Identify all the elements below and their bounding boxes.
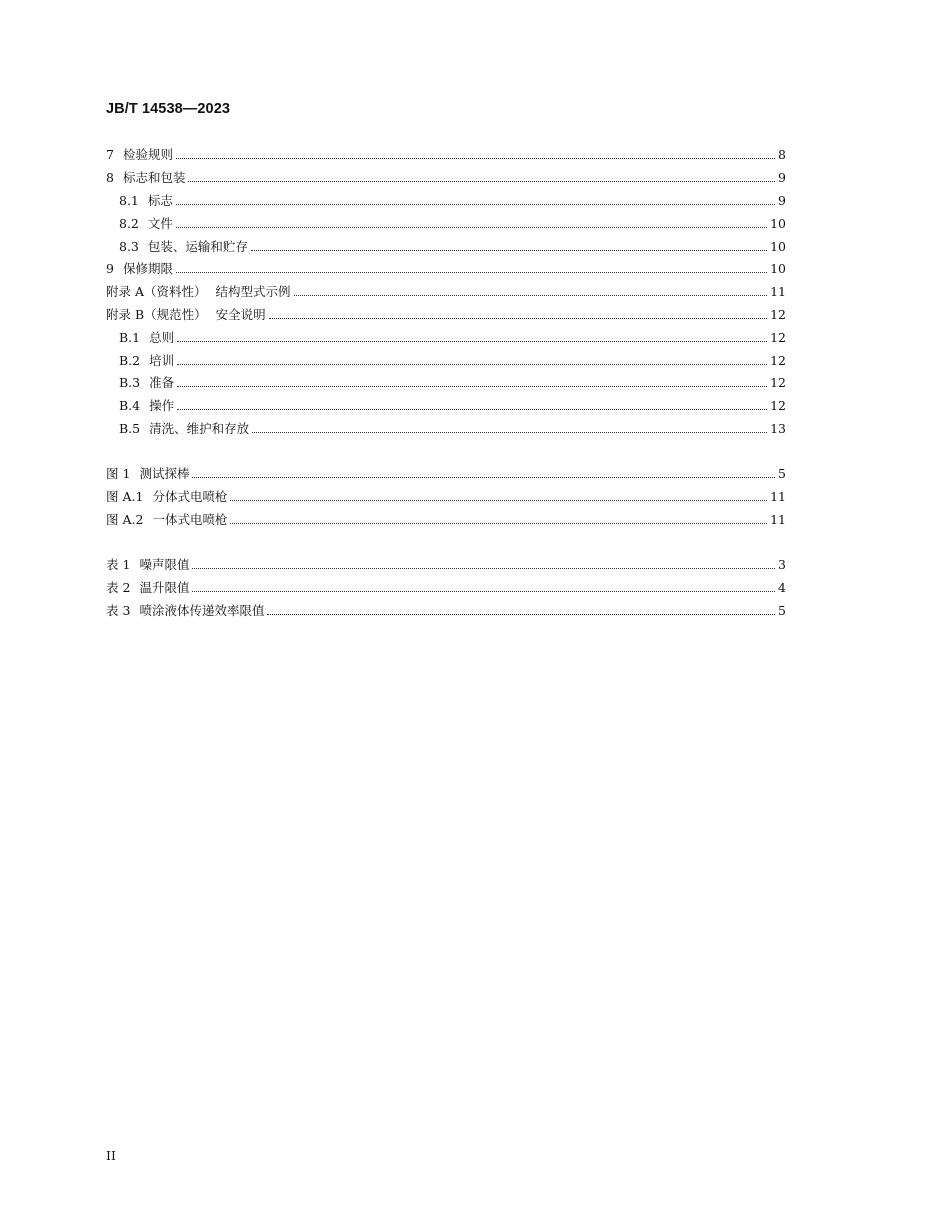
toc-entry-number: B.4 xyxy=(119,398,141,413)
toc-entry-page: 9 xyxy=(778,170,786,185)
toc-leader-dots xyxy=(177,385,767,387)
toc-entry[interactable] xyxy=(106,351,786,371)
toc-entry[interactable] xyxy=(106,145,786,165)
toc-leader-dots xyxy=(177,340,767,342)
toc-entry-page: 10 xyxy=(770,261,786,276)
table-entry-title: 噪声限值 xyxy=(139,557,190,572)
table-entry-number: 表 3 xyxy=(106,603,131,618)
figure-entry-page: 5 xyxy=(778,466,786,481)
toc-entry[interactable] xyxy=(106,259,786,279)
toc-entry[interactable] xyxy=(106,237,786,257)
toc-entry-number: B.3 xyxy=(119,375,141,390)
figure-entry-page: 11 xyxy=(770,512,786,527)
toc-entry-title: 清洗、维护和存放 xyxy=(149,421,250,436)
table-entry-number: 表 2 xyxy=(106,580,131,595)
toc-entry-title: 安全说明 xyxy=(215,307,266,322)
toc-entry-title: 包装、运输和贮存 xyxy=(147,239,248,254)
toc-entry[interactable] xyxy=(106,168,786,188)
toc-entry-page: 8 xyxy=(778,147,786,162)
figure-entry-title: 一体式电喷枪 xyxy=(152,512,228,527)
toc-leader-dots xyxy=(251,249,767,251)
page-number: II xyxy=(106,1148,116,1163)
figure-entry-number: 图 A.1 xyxy=(106,489,144,504)
toc-entry-number: 8.3 xyxy=(119,239,139,254)
toc-entry-page: 12 xyxy=(770,375,786,390)
toc-leader-dots xyxy=(230,499,767,501)
figure-entry-number: 图 1 xyxy=(106,466,131,481)
toc-leader-dots xyxy=(188,180,775,182)
figure-entry[interactable] xyxy=(106,487,786,507)
toc-entry-page: 13 xyxy=(770,421,786,436)
toc-leader-dots xyxy=(294,294,768,296)
toc-leader-dots xyxy=(176,226,767,228)
toc-entry[interactable] xyxy=(106,282,786,302)
toc-entry-page: 10 xyxy=(770,239,786,254)
toc-leader-dots xyxy=(177,408,767,410)
toc-entry-number: 附录 A（资料性） xyxy=(106,284,207,299)
toc-leader-dots xyxy=(269,317,767,319)
table-entry[interactable] xyxy=(106,578,786,598)
toc-entry[interactable] xyxy=(106,214,786,234)
toc-leader-dots xyxy=(176,271,767,273)
toc-leader-dots xyxy=(176,157,775,159)
toc-leader-dots xyxy=(192,590,775,592)
figure-entry-page: 11 xyxy=(770,489,786,504)
toc-leader-dots xyxy=(176,203,775,205)
toc-entry-title: 文件 xyxy=(147,216,173,231)
toc-entry-page: 12 xyxy=(770,330,786,345)
toc-entry[interactable] xyxy=(106,328,786,348)
toc-leader-dots xyxy=(230,522,767,524)
table-entry[interactable] xyxy=(106,601,786,621)
figure-entry-title: 测试探棒 xyxy=(139,466,190,481)
toc-entry-number: B.1 xyxy=(119,330,141,345)
toc-entry-number: 7 xyxy=(106,147,114,162)
toc-entry-number: 附录 B（规范性） xyxy=(106,307,207,322)
figure-entry-title: 分体式电喷枪 xyxy=(152,489,228,504)
toc-entry-page: 12 xyxy=(770,307,786,322)
table-entry-title: 喷涂液体传递效率限值 xyxy=(139,603,265,618)
toc-entry-page: 12 xyxy=(770,353,786,368)
toc-leader-dots xyxy=(192,476,775,478)
table-entry-number: 表 1 xyxy=(106,557,131,572)
table-entry-page: 4 xyxy=(778,580,786,595)
toc-entry-page: 11 xyxy=(770,284,786,299)
toc-entry-number: 8.1 xyxy=(119,193,139,208)
figure-entry[interactable] xyxy=(106,464,786,484)
toc-entry-page: 12 xyxy=(770,398,786,413)
toc-leader-dots xyxy=(177,363,767,365)
toc-entry-number: 8 xyxy=(106,170,114,185)
toc-entry-number: B.2 xyxy=(119,353,141,368)
toc-entry-title: 检验规则 xyxy=(122,147,173,162)
toc-entry-number: 9 xyxy=(106,261,114,276)
toc-entry-title: 保修期限 xyxy=(122,261,173,276)
toc-entry-title: 标志 xyxy=(147,193,173,208)
table-entry-page: 3 xyxy=(778,557,786,572)
figure-entry-number: 图 A.2 xyxy=(106,512,144,527)
toc-entry-title: 结构型式示例 xyxy=(215,284,291,299)
toc-entry-title: 总则 xyxy=(149,330,175,345)
toc-entry[interactable] xyxy=(106,191,786,211)
toc-entry-page: 9 xyxy=(778,193,786,208)
table-entry[interactable] xyxy=(106,555,786,575)
page-header-standard-number: JB/T 14538—2023 xyxy=(106,101,231,117)
toc-leader-dots xyxy=(192,567,775,569)
toc-entry[interactable] xyxy=(106,419,786,439)
table-entry-title: 温升限值 xyxy=(139,580,190,595)
toc-entry-number: B.5 xyxy=(119,421,141,436)
toc-entry-title: 培训 xyxy=(149,353,175,368)
toc-leader-dots xyxy=(252,431,767,433)
toc-entry-page: 10 xyxy=(770,216,786,231)
toc-leader-dots xyxy=(267,613,775,615)
figure-entry[interactable] xyxy=(106,510,786,530)
toc-entry-number: 8.2 xyxy=(119,216,139,231)
toc-entry[interactable] xyxy=(106,305,786,325)
toc-entry-title: 准备 xyxy=(149,375,175,390)
toc-entry-title: 操作 xyxy=(149,398,175,413)
toc-entry[interactable] xyxy=(106,396,786,416)
toc-entry-title: 标志和包装 xyxy=(122,170,186,185)
toc-entry[interactable] xyxy=(106,373,786,393)
table-entry-page: 5 xyxy=(778,603,786,618)
